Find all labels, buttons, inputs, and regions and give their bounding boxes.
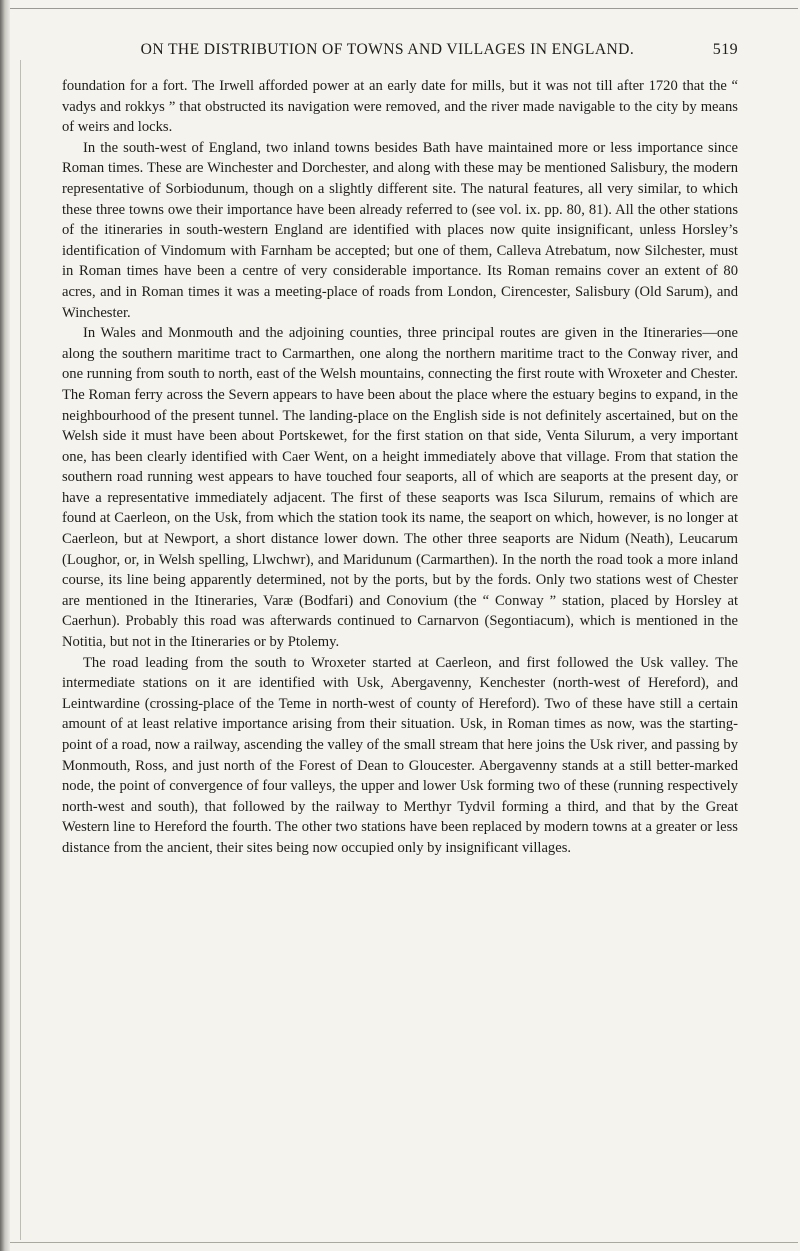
body-text <box>62 76 738 859</box>
bottom-edge-rule <box>10 1242 798 1243</box>
paragraph: In Wales and Monmouth and the adjoining counties, three principal routes are given in the Itineraries—one along the southern maritime tract to Carmarthen, one along the northern maritime tract to the Conway river, and one running from south to north, east of the Welsh mountains, connecting the first route with Wroxeter and Chester. The Roman ferry across the Severn appears to have been about the place where the estuary begins to expand, in the neighbourhood of the present tunnel. The landing-place on the English side is not definitely ascertained, but on the Welsh side it must have been about Portskewet, for the first station on that side, Venta Silurum, a very important one, has been clearly identified with Caer Went, on a height immediately above that village. From that station the southern road running west appears to have touched four seaports, all of which are seaports at the present day, or have a representative immediately adjacent. The first of these seaports was Isca Silurum, remains of which are found at Caerleon, on the Usk, from which the station took its name, the seaport on which, however, is no longer at Caerleon, but at Newport, a short distance lower down. The other three seaports are Nidum (Neath), Leucarum (Loughor, or, in Welsh spelling, Llwchwr), and Maridunum (Carmarthen). In the north the road took a more inland course, its line being apparently determined, not by the ports, but by the fords. Only two stations west of Chester are mentioned in the Itineraries, Varæ (Bodfari) and Conovium (the “ Conway ” station, placed by Horsley at Caerhun). Probably this road was afterwards continued to Carnarvon (Segontiacum), which is mentioned in the Notitia, but not in the Itineraries or by Ptolemy. <box>62 325 738 651</box>
binding-edge <box>0 0 10 1251</box>
top-edge-rule <box>10 8 798 9</box>
running-title: ON THE DISTRIBUTION OF TOWNS AND VILLAGES IN ENGLAND. <box>140 41 635 58</box>
page-number: 519 <box>712 41 738 58</box>
running-header <box>62 41 738 59</box>
paragraph: In the south-west of England, two inland towns besides Bath have maintained more or less importance since Roman times. These are Winchester and Dorchester, and along with these may be mentioned Salisbury, the modern representative of Sorbiodunum, though on a slightly different site. The natural features, all very similar, to which these three towns owe their importance have been already referred to (see vol. ix. pp. 80, 81). All the other stations of the itineraries in south-western England are identified with places now quite insignificant, unless Horsley’s identification of Vindomum with Farnham be accepted; but one of them, Calleva Atrebatum, now Silchester, must in Roman times have been a centre of very considerable importance. Its Roman remains cover an extent of 80 acres, and in Roman times it was a meeting-place of roads from London, Cirencester, Salisbury (Old Sarum), and Winchester. <box>62 139 738 321</box>
paragraph: The road leading from the south to Wroxeter started at Caerleon, and first followed the Usk valley. The intermediate stations on it are identified with Usk, Abergavenny, Kenchester (north-west of Hereford), and Leintwardine (crossing-place of the Teme in north-west of county of Hereford). Two of these have still a certain amount of at least relative importance arising from their situation. Usk, in Roman times as now, was the starting-point of a road, now a railway, ascending the valley of the small stream that here joins the Usk river, and passing by Monmouth, Ross, and just north of the Forest of Dean to Gloucester. Abergavenny stands at a still better-marked node, the point of convergence of four valleys, the upper and lower Usk forming two of these (running respectively north-west and south), that followed by the railway to Merthyr Tydvil forming a third, and that by the Great Western line to Hereford the fourth. The other two stations have been replaced by modern towns at a greater or less distance from the ancient, their sites being now occupied only by insignificant villages. <box>62 654 738 856</box>
binding-shadow-line <box>20 60 21 1240</box>
paragraph: foundation for a fort. The Irwell afforded power at an early date for mills, but it was not till after 1720 that the “ vadys and rokkys ” that obstructed its navigation were removed, and the river made navigable to the city by means of weirs and locks. <box>62 78 738 136</box>
